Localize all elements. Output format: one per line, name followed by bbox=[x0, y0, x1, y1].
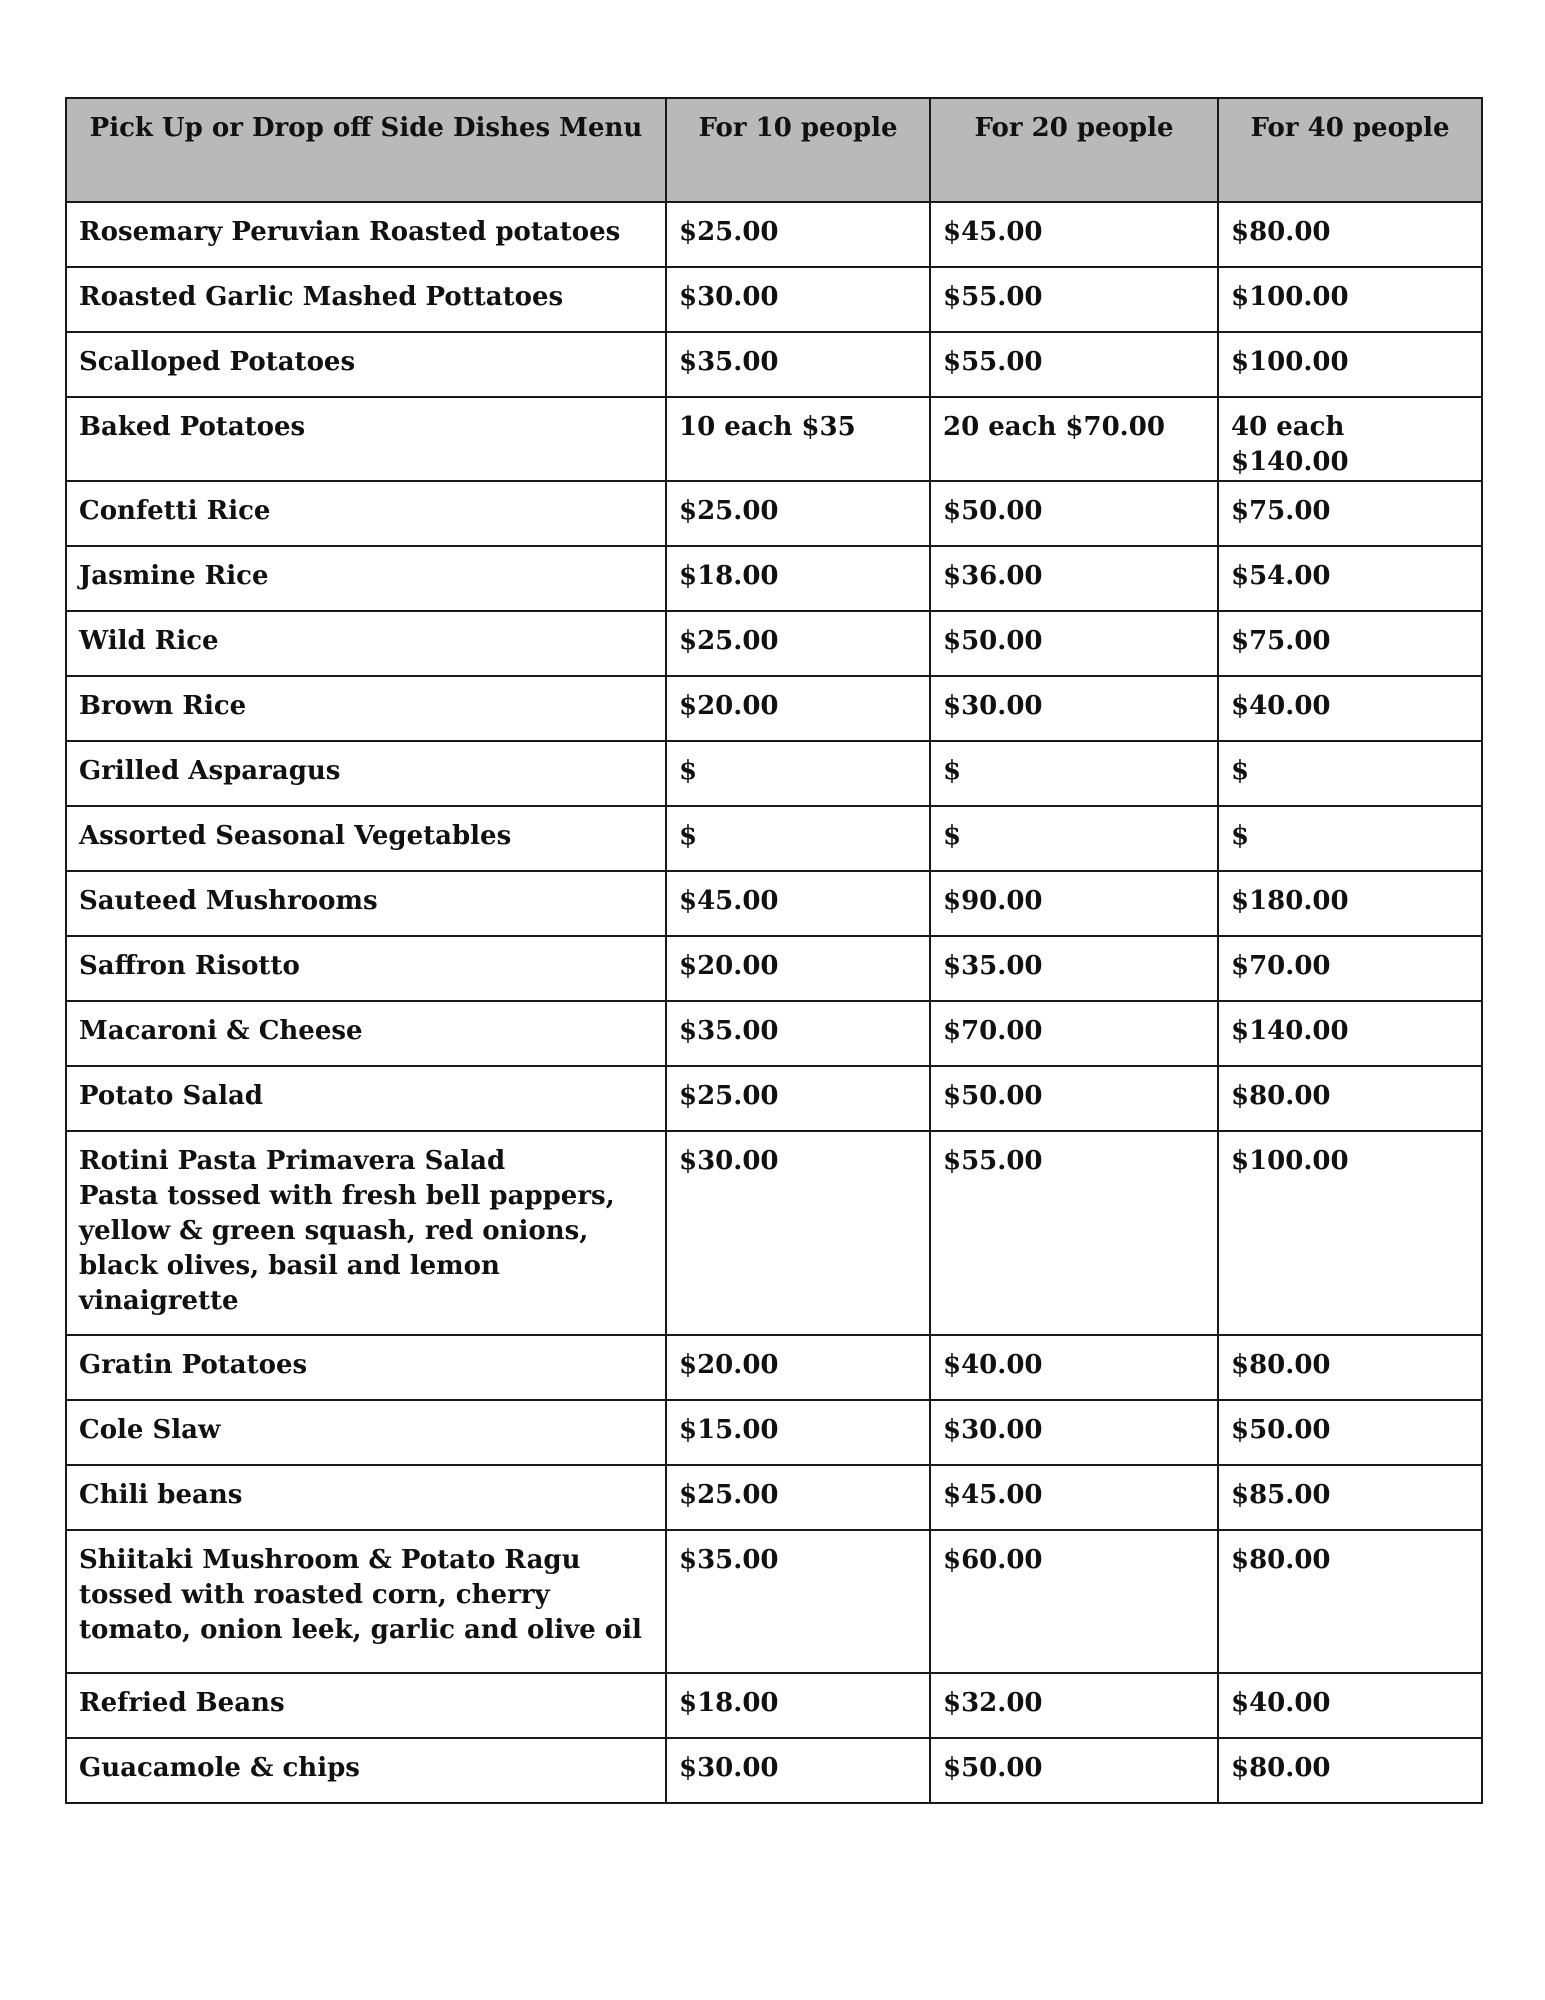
price-20: $55.00 bbox=[930, 1131, 1218, 1335]
item-name: Rotini Pasta Primavera Salad bbox=[79, 1146, 506, 1176]
table-row bbox=[66, 806, 1482, 871]
table-row bbox=[66, 741, 1482, 806]
price-10: $45.00 bbox=[666, 871, 930, 936]
price-20: $30.00 bbox=[930, 1400, 1218, 1465]
price-10: $20.00 bbox=[666, 676, 930, 741]
price-10: $25.00 bbox=[666, 1465, 930, 1530]
item-name: Guacamole & chips bbox=[66, 1738, 666, 1803]
item-name: Assorted Seasonal Vegetables bbox=[66, 806, 666, 871]
side-dishes-menu-table bbox=[65, 97, 1483, 1804]
header-10-people: For 10 people bbox=[666, 98, 930, 202]
item-name: Roasted Garlic Mashed Pottatoes bbox=[66, 267, 666, 332]
table-row bbox=[66, 1465, 1482, 1530]
price-20: $45.00 bbox=[930, 1465, 1218, 1530]
price-20: $ bbox=[930, 806, 1218, 871]
price-20: $40.00 bbox=[930, 1335, 1218, 1400]
price-40: $80.00 bbox=[1218, 1738, 1482, 1803]
price-10: $30.00 bbox=[666, 267, 930, 332]
price-10: $20.00 bbox=[666, 1335, 930, 1400]
price-10: $ bbox=[666, 806, 930, 871]
price-40: $54.00 bbox=[1218, 546, 1482, 611]
item-cell bbox=[66, 1530, 666, 1673]
price-10: $30.00 bbox=[666, 1738, 930, 1803]
price-10: $25.00 bbox=[666, 202, 930, 267]
item-name: Scalloped Potatoes bbox=[66, 332, 666, 397]
price-40: $80.00 bbox=[1218, 1335, 1482, 1400]
price-20: $70.00 bbox=[930, 1001, 1218, 1066]
price-20: $60.00 bbox=[930, 1530, 1218, 1673]
price-20: 20 each $70.00 bbox=[930, 397, 1218, 481]
price-20: $50.00 bbox=[930, 481, 1218, 546]
price-40: $ bbox=[1218, 806, 1482, 871]
table-row bbox=[66, 1001, 1482, 1066]
item-name: Cole Slaw bbox=[66, 1400, 666, 1465]
item-cell bbox=[66, 1131, 666, 1335]
price-10: $15.00 bbox=[666, 1400, 930, 1465]
item-name: Baked Potatoes bbox=[66, 397, 666, 481]
price-40: $100.00 bbox=[1218, 332, 1482, 397]
price-20: $35.00 bbox=[930, 936, 1218, 1001]
table-row bbox=[66, 332, 1482, 397]
price-20: $55.00 bbox=[930, 332, 1218, 397]
table-row bbox=[66, 676, 1482, 741]
table-row bbox=[66, 1335, 1482, 1400]
price-10: $35.00 bbox=[666, 1530, 930, 1673]
table-row bbox=[66, 1530, 1482, 1673]
price-40: $40.00 bbox=[1218, 1673, 1482, 1738]
price-20: $45.00 bbox=[930, 202, 1218, 267]
price-20: $55.00 bbox=[930, 267, 1218, 332]
item-name: Sauteed Mushrooms bbox=[66, 871, 666, 936]
item-name: Rosemary Peruvian Roasted potatoes bbox=[66, 202, 666, 267]
item-name: Refried Beans bbox=[66, 1673, 666, 1738]
price-40: $85.00 bbox=[1218, 1465, 1482, 1530]
table-row bbox=[66, 397, 1482, 481]
table-row bbox=[66, 202, 1482, 267]
price-10: $ bbox=[666, 741, 930, 806]
header-row bbox=[66, 98, 1482, 202]
item-name: Brown Rice bbox=[66, 676, 666, 741]
table-row bbox=[66, 936, 1482, 1001]
price-10: $35.00 bbox=[666, 332, 930, 397]
item-name: Confetti Rice bbox=[66, 481, 666, 546]
price-40: $80.00 bbox=[1218, 202, 1482, 267]
item-name: Shiitaki Mushroom & Potato Ragu bbox=[79, 1545, 581, 1575]
table-row bbox=[66, 871, 1482, 936]
header-item: Pick Up or Drop off Side Dishes Menu bbox=[66, 98, 666, 202]
table-row bbox=[66, 1131, 1482, 1335]
price-40: $75.00 bbox=[1218, 481, 1482, 546]
price-10: $25.00 bbox=[666, 1066, 930, 1131]
price-20: $50.00 bbox=[930, 1738, 1218, 1803]
item-name: Jasmine Rice bbox=[66, 546, 666, 611]
item-name: Grilled Asparagus bbox=[66, 741, 666, 806]
header-40-people: For 40 people bbox=[1218, 98, 1482, 202]
price-40: $ bbox=[1218, 741, 1482, 806]
price-40: $50.00 bbox=[1218, 1400, 1482, 1465]
price-40: $100.00 bbox=[1218, 1131, 1482, 1335]
item-description: tossed with roasted corn, cherry tomato, onion leek, garlic and olive oil bbox=[79, 1580, 642, 1645]
price-40: $100.00 bbox=[1218, 267, 1482, 332]
price-40: $80.00 bbox=[1218, 1066, 1482, 1131]
price-20: $90.00 bbox=[930, 871, 1218, 936]
price-40: $80.00 bbox=[1218, 1530, 1482, 1673]
price-10: $25.00 bbox=[666, 481, 930, 546]
item-name: Macaroni & Cheese bbox=[66, 1001, 666, 1066]
item-name: Gratin Potatoes bbox=[66, 1335, 666, 1400]
price-40: $70.00 bbox=[1218, 936, 1482, 1001]
item-name: Saffron Risotto bbox=[66, 936, 666, 1001]
price-20: $32.00 bbox=[930, 1673, 1218, 1738]
price-40: $40.00 bbox=[1218, 676, 1482, 741]
item-name: Chili beans bbox=[66, 1465, 666, 1530]
table-row bbox=[66, 611, 1482, 676]
price-20: $36.00 bbox=[930, 546, 1218, 611]
table-row bbox=[66, 1673, 1482, 1738]
table-row bbox=[66, 267, 1482, 332]
price-10: $25.00 bbox=[666, 611, 930, 676]
price-40: $140.00 bbox=[1218, 1001, 1482, 1066]
price-20: $50.00 bbox=[930, 611, 1218, 676]
table-row bbox=[66, 1066, 1482, 1131]
table-row bbox=[66, 1738, 1482, 1803]
price-20: $30.00 bbox=[930, 676, 1218, 741]
price-10: $18.00 bbox=[666, 1673, 930, 1738]
price-40: $180.00 bbox=[1218, 871, 1482, 936]
item-description: Pasta tossed with fresh bell pappers, yellow & green squash, red onions, black olives, basil and lemon vinaigrette bbox=[79, 1181, 615, 1316]
price-10: $20.00 bbox=[666, 936, 930, 1001]
price-10: $35.00 bbox=[666, 1001, 930, 1066]
table-row bbox=[66, 1400, 1482, 1465]
price-40: $75.00 bbox=[1218, 611, 1482, 676]
price-10: $18.00 bbox=[666, 546, 930, 611]
table-row bbox=[66, 481, 1482, 546]
price-10: 10 each $35 bbox=[666, 397, 930, 481]
price-20: $ bbox=[930, 741, 1218, 806]
item-name: Potato Salad bbox=[66, 1066, 666, 1131]
header-20-people: For 20 people bbox=[930, 98, 1218, 202]
price-20: $50.00 bbox=[930, 1066, 1218, 1131]
table-row bbox=[66, 546, 1482, 611]
item-name: Wild Rice bbox=[66, 611, 666, 676]
price-40: 40 each $140.00 bbox=[1218, 397, 1482, 481]
price-10: $30.00 bbox=[666, 1131, 930, 1335]
